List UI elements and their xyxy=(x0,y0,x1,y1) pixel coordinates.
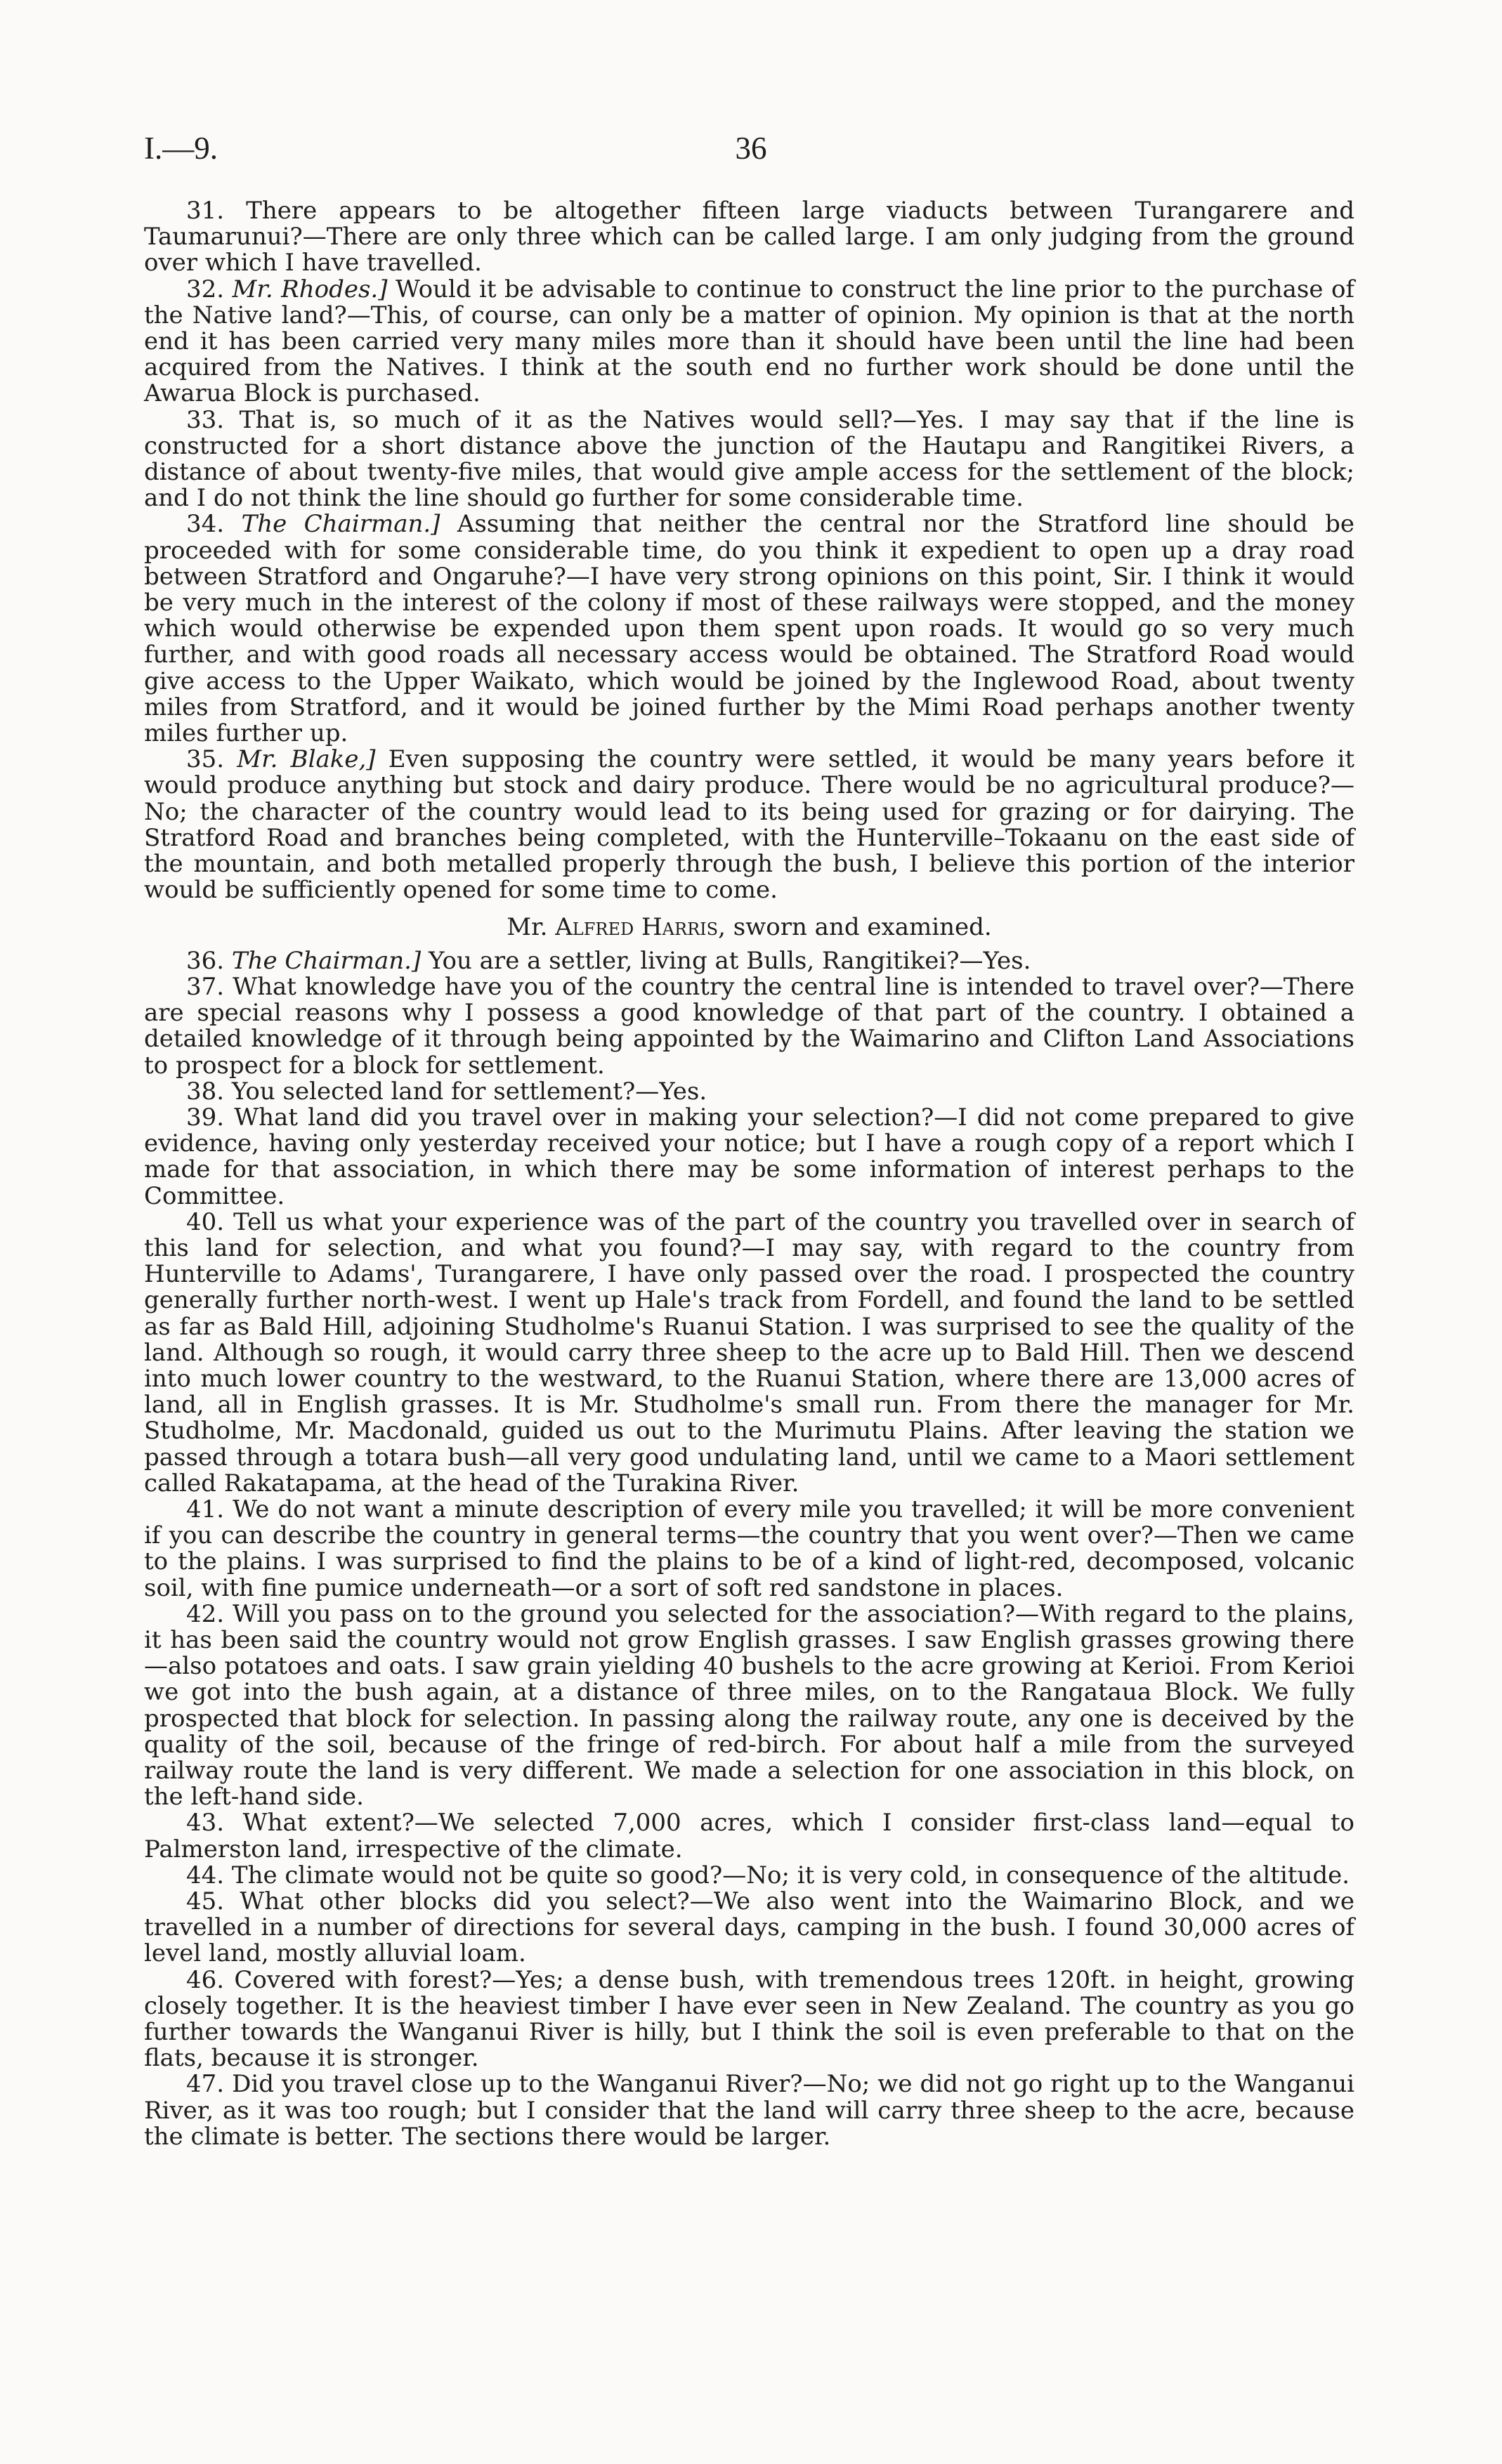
paragraph-text: You are a settler, living at Bulls, Rangitikei?—Yes. xyxy=(429,946,1031,975)
paragraph-text: Even supposing the country were settled, it would be many years before it would produce anything but stock and dairy produce. There would be no agricultural produce?—No; the character of the country would lead to its being used for grazing or for dairying. The Stratford Road and branches being completed, with the Hunterville–Tokaanu on the east side of the mountain, and both metalled properly through the bush, I believe this portion of the interior would be sufficiently opened for some time to come. xyxy=(144,745,1354,905)
question-number: 34. xyxy=(186,510,225,539)
paragraph-37 xyxy=(144,974,1354,1079)
question-number: 38. xyxy=(186,1077,225,1106)
paragraph-43 xyxy=(144,1810,1354,1862)
speaker-label: The Chairman.] xyxy=(231,946,422,975)
witness-suffix: , sworn and examined. xyxy=(718,913,992,942)
paragraph-text: What extent?—We selected 7,000 acres, which I consider first-class land—equal to Palmerston land, irrespective of the climate. xyxy=(144,1809,1354,1863)
speaker-label: Mr. Rhodes.] xyxy=(232,275,388,303)
paragraph-46 xyxy=(144,1967,1354,2072)
question-number: 43. xyxy=(186,1809,225,1837)
paragraph-32 xyxy=(144,277,1354,407)
paragraph-45 xyxy=(144,1889,1354,1967)
paragraph-text: The climate would not be quite so good?—No; it is very cold, in consequence of the altitude. xyxy=(231,1861,1350,1889)
paragraph-text: That is, so much of it as the Natives would sell?—Yes. I may say that if the line is constructed for a short distance above the junction of the Hautapu and Rangitikei Rivers, a distance of about twenty-five miles, that would give ample access for the settlement of the block; and I do not think the line should go further for some considerable time. xyxy=(144,405,1354,513)
paragraph-text: We do not want a minute description of every mile you travelled; it will be more convenient if you can describe the country in general terms—the country that you went over?—Then we came to the plains. I was surprised to find the plains to be of a kind of light-red, decomposed, volcanic soil, with fine pumice underneath—or a sort of soft red sandstone in places. xyxy=(144,1495,1354,1602)
paragraph-42 xyxy=(144,1601,1354,1811)
witness-name: Alfred Harris xyxy=(555,913,719,942)
paragraph-35 xyxy=(144,747,1354,903)
paragraph-text: What other blocks did you select?—We also went into the Waimarino Block, and we travelled in a number of directions for several days, camping in the bush. I found 30,000 acres of level land, mostly alluvial loam. xyxy=(144,1887,1354,1968)
paragraph-text: You selected land for settlement?—Yes. xyxy=(231,1077,707,1106)
paragraph-text: What land did you travel over in making your selection?—I did not come prepared to give evidence, having only yesterday received your notice; but I have a rough copy of a report which I made for that association, in which there may be some information of interest perhaps to the Committee. xyxy=(144,1103,1355,1210)
paragraph-47 xyxy=(144,2071,1354,2150)
paragraph-text: Tell us what your experience was of the part of the country you travelled over in search of this land for selection, and what you found?—I may say, with regard to the country from Hunterville to Adams', Turangarere, I have only passed over the road. I prospected the country generally further north-west. I went up Hale's track from Fordell, and found the land to be settled as far as Bald Hill, adjoining Studholme's Ruanui Station. I was surprised to see the quality of the land. Although so rough, it would carry three sheep to the acre up to Bald Hill. Then we descend into much lower country to the westward, to the Ruanui Station, where there are 13,000 acres of land, all in English grasses. It is Mr. Studholme's small run. From there the manager for Mr. Studholme, Mr. Macdonald, guided us out to the Murimutu Plains. After leaving the station we passed through a totara bush—all very good undulating land, until we came to a Maori settlement called Rakatapama, at the head of the Turakina River. xyxy=(144,1207,1354,1498)
paragraph-40 xyxy=(144,1207,1354,1498)
question-number: 33. xyxy=(186,405,225,434)
paragraph-44 xyxy=(144,1863,1354,1889)
question-number: 35. xyxy=(186,745,225,774)
witness-prefix: Mr. xyxy=(507,913,548,942)
question-number: 42. xyxy=(186,1599,225,1628)
witness-heading xyxy=(144,915,1354,941)
paper-reference: I.—9. xyxy=(144,131,218,166)
question-number: 46. xyxy=(186,1965,225,1994)
paragraph-31 xyxy=(144,198,1354,277)
page-header xyxy=(144,130,1358,172)
paragraph-text: Covered with forest?—Yes; a dense bush, with tremendous trees 120ft. in height, growing closely together. It is the heaviest timber I have ever seen in New Zealand. The country as you go further towards the Wanganui River is hilly, but I think the soil is even preferable to that on the flats, because it is stronger. xyxy=(144,1965,1354,2073)
paragraph-33 xyxy=(144,407,1354,512)
question-number: 39. xyxy=(186,1103,225,1132)
paragraph-text: What knowledge have you of the country the central line is intended to travel over?—There are special reasons why I possess a good knowledge of that part of the country. I obtained a detailed knowledge of it through being appointed by the Waimarino and Clifton Land Associations to prospect for a block for settlement. xyxy=(144,972,1354,1080)
page-number: 36 xyxy=(735,131,767,166)
question-number: 37. xyxy=(186,972,225,1001)
paragraph-41 xyxy=(144,1497,1354,1601)
paragraph-text: There appears to be altogether fifteen large viaducts between Turangarere and Taumarunui?—There are only three which can be called large. I am only judging from the ground over which I have travelled. xyxy=(144,197,1354,277)
paragraph-38 xyxy=(144,1079,1354,1105)
question-number: 40. xyxy=(186,1207,225,1236)
paragraph-39 xyxy=(144,1105,1354,1210)
question-number: 31. xyxy=(186,197,225,225)
paragraph-text: Will you pass on to the ground you selected for the association?—With regard to the plains, it has been said the country would not grow English grasses. I saw English grasses growing there—also potatoes and oats. I saw grain yielding 40 bushels to the acre growing at Kerioi. From Kerioi we got into the bush again, at a distance of three miles, on to the Rangataua Block. We fully prospected that block for selection. In passing along the railway route, any one is deceived by the quality of the soil, because of the fringe of red-birch. For about half a mile from the surveyed railway route the land is very different. We made a selection for one association in this block, on the left-hand side. xyxy=(144,1599,1354,1811)
paragraph-34 xyxy=(144,511,1354,747)
question-number: 47. xyxy=(186,2070,225,2099)
paragraph-text: Would it be advisable to continue to construct the line prior to the purchase of the Native land?—This, of course, can only be a matter of opinion. My opinion is that at the north end it has been carried very many miles more than it should have been until the line had been acquired from the Natives. I think at the south end no further work should be done until the Awarua Block is purchased. xyxy=(144,275,1354,408)
document-body xyxy=(144,198,1354,2150)
paragraph-36 xyxy=(144,948,1354,974)
question-number: 44. xyxy=(186,1861,225,1889)
question-number: 41. xyxy=(186,1495,225,1523)
speaker-label: The Chairman.] xyxy=(241,510,440,539)
speaker-label: Mr. Blake,] xyxy=(237,745,376,774)
question-number: 32. xyxy=(186,275,225,303)
paragraph-text: Did you travel close up to the Wanganui River?—No; we did not go right up to the Wanganui River, as it was too rough; but I consider that the land will carry three sheep to the acre, because the climate is better. The sections there would be larger. xyxy=(144,2070,1355,2151)
paragraph-text: Assuming that neither the central nor the Stratford line should be proceeded with for some considerable time, do you think it expedient to open up a dray road between Stratford and Ongaruhe?—I have very strong opinions on this point, Sir. I think it would be very much in the interest of the colony if most of these railways were stopped, and the money which would otherwise be expended upon them spent upon roads. It would go so very much further, and with good roads all necessary access would be obtained. The Stratford Road would give access to the Upper Waikato, which would be joined by the Inglewood Road, about twenty miles from Stratford, and it would be joined further by the Mimi Road perhaps another twenty miles further up. xyxy=(144,510,1354,748)
question-number: 45. xyxy=(186,1887,225,1915)
question-number: 36. xyxy=(186,946,225,975)
